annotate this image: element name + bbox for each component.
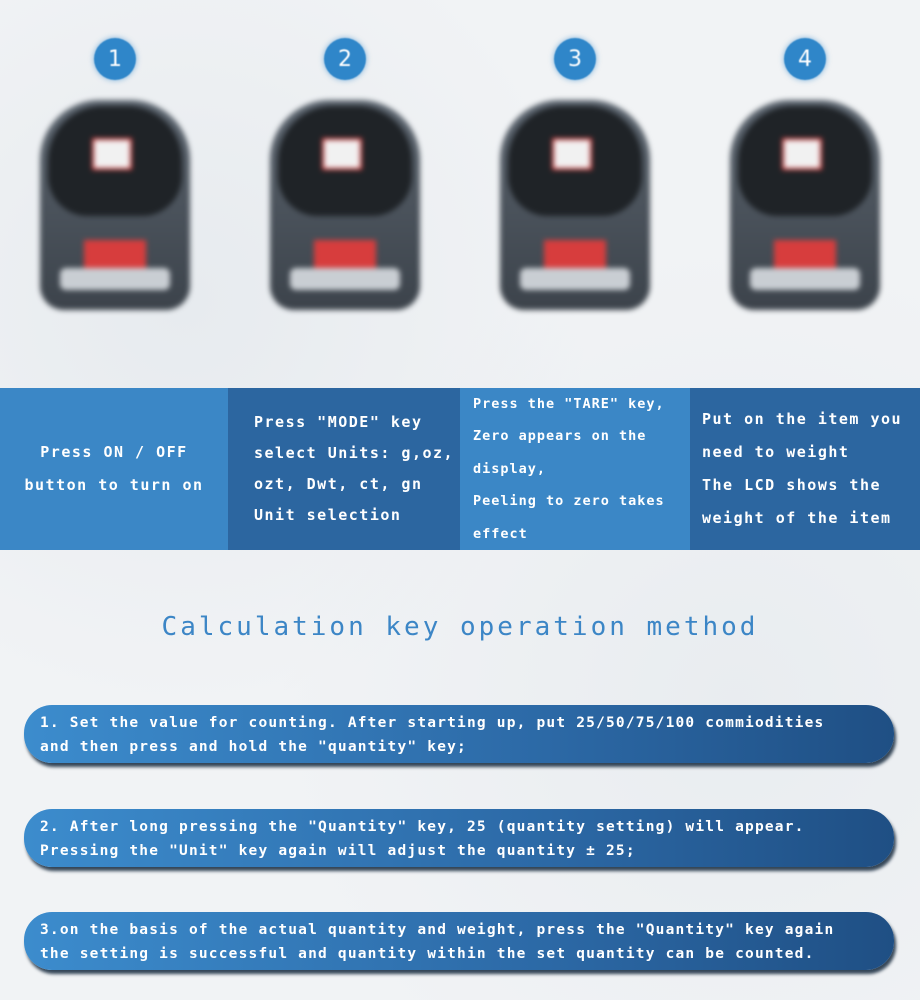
instruction-line: the setting is successful and quantity within the set quantity can be counted.: [40, 946, 815, 962]
instruction-pill-1: [24, 705, 894, 763]
step-column-3: [460, 0, 690, 390]
step-number-badge: 1: [94, 38, 136, 80]
step-description-3: [460, 388, 690, 550]
instruction-line: Pressing the "Unit" key again will adjust the quantity ± 25;: [40, 843, 636, 859]
step-description-band: [0, 388, 920, 550]
scale-keys: [290, 268, 400, 290]
description-line: effect: [473, 525, 528, 542]
scale-pan-label: [782, 138, 822, 170]
scale-display: [774, 240, 836, 268]
description-line: The LCD shows the: [702, 476, 882, 494]
step-column-2: [230, 0, 460, 390]
description-line: Put on the item you: [702, 410, 903, 428]
step-description-2: [228, 388, 460, 550]
step-number-badge: 3: [554, 38, 596, 80]
scale-display: [544, 240, 606, 268]
description-line: ozt, Dwt, ct, gn: [254, 475, 423, 493]
scale-image: [40, 100, 190, 310]
scale-image: [270, 100, 420, 310]
step-column-4: [690, 0, 920, 390]
description-line: select Units: g,oz,: [254, 444, 455, 462]
scale-display: [84, 240, 146, 268]
instruction-pill-2: [24, 809, 894, 867]
step-number-badge: 4: [784, 38, 826, 80]
description-line: Press ON / OFF: [40, 443, 188, 461]
description-line: Peeling to zero takes: [473, 493, 665, 510]
description-line: display,: [473, 460, 547, 477]
scale-keys: [60, 268, 170, 290]
scale-steps-row: [0, 0, 920, 390]
instruction-pill-3: [24, 912, 894, 970]
instruction-line: 2. After long pressing the "Quantity" key, 25 (quantity setting) will appear.: [40, 819, 805, 835]
instruction-line: 1. Set the value for counting. After starting up, put 25/50/75/100 commiodities: [40, 715, 825, 731]
scale-pan-label: [92, 138, 132, 170]
scale-pan-label: [322, 138, 362, 170]
description-line: Press "MODE" key: [254, 413, 423, 431]
scale-image: [500, 100, 650, 310]
step-number-badge: 2: [324, 38, 366, 80]
scale-keys: [520, 268, 630, 290]
description-line: Unit selection: [254, 506, 402, 524]
description-line: weight of the item: [702, 509, 892, 527]
scale-keys: [750, 268, 860, 290]
description-line: button to turn on: [24, 476, 204, 494]
scale-pan-label: [552, 138, 592, 170]
instruction-line: 3.on the basis of the actual quantity and weight, press the "Quantity" key again: [40, 922, 835, 938]
description-line: Press the "TARE" key,: [473, 395, 665, 412]
step-column-1: [0, 0, 230, 390]
description-line: Zero appears on the: [473, 428, 647, 445]
step-description-1: [0, 388, 228, 550]
instruction-line: and then press and hold the "quantity" key;: [40, 739, 467, 755]
scale-display: [314, 240, 376, 268]
section-title: Calculation key operation method: [161, 612, 759, 642]
step-description-4: [690, 388, 920, 550]
description-line: need to weight: [702, 443, 850, 461]
scale-image: [730, 100, 880, 310]
